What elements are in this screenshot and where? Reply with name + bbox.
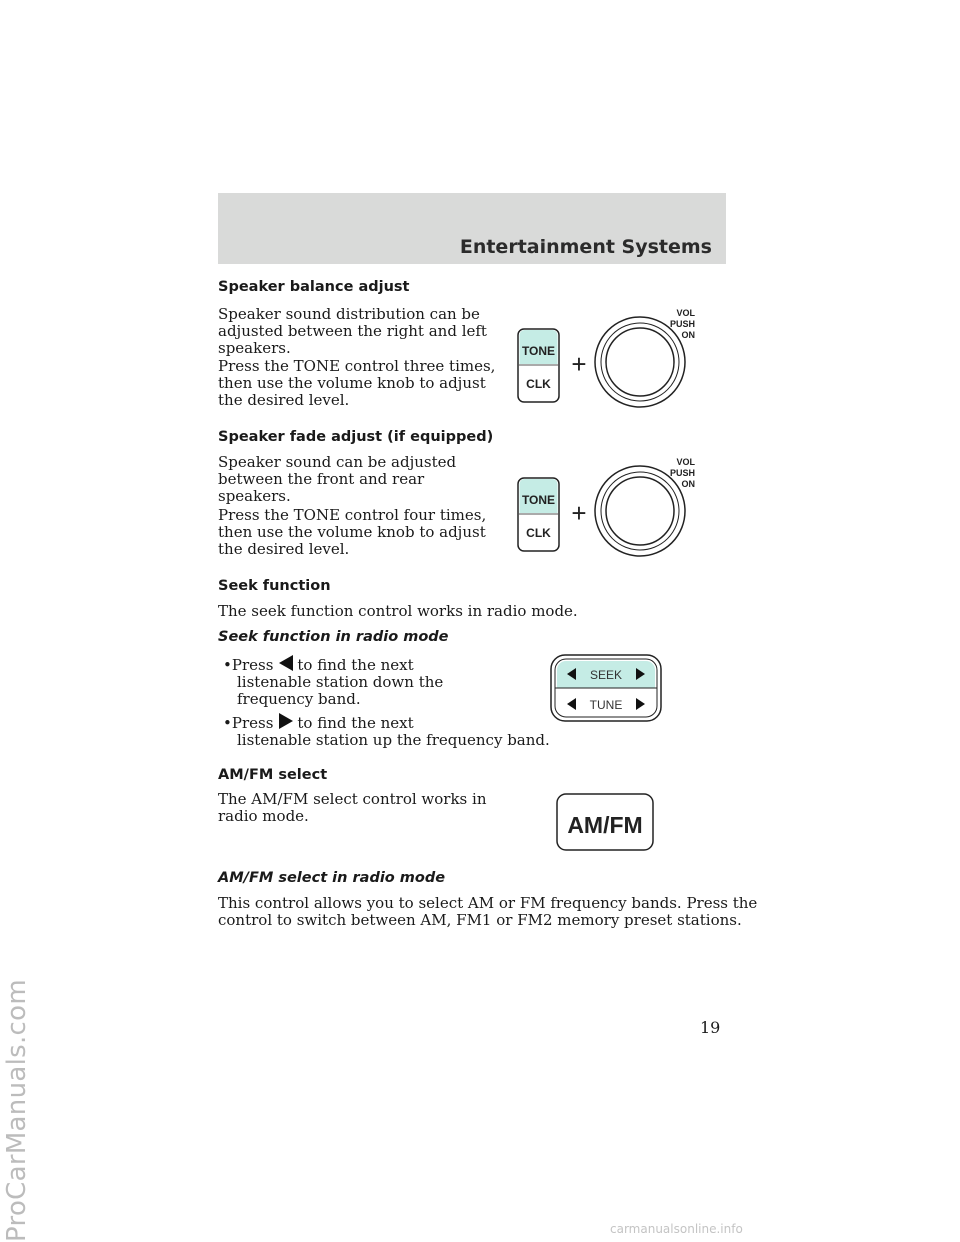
clk-label: CLK [526, 526, 551, 540]
volume-knob-outer [595, 317, 685, 407]
tone-label: TONE [521, 344, 556, 358]
page-number: 19 [700, 1018, 721, 1037]
on-label: ON [681, 330, 695, 340]
seek-tune-diagram [550, 652, 665, 724]
plus-symbol: + [571, 498, 587, 528]
amfm-button-diagram [555, 792, 657, 854]
side-watermark: ProCarManuals.com [2, 979, 32, 1242]
seek-label: SEEK [589, 668, 623, 682]
amfm-paragraph-1: The AM/FM select control works in radio mode. [218, 790, 487, 825]
fade-paragraph-2: Press the TONE control four times, then use the volume knob to adjust the desired level. [218, 506, 487, 558]
heading-amfm-select: AM/FM select [218, 767, 328, 783]
tone-label: TONE [521, 493, 556, 507]
section-title: Entertainment Systems [459, 236, 712, 258]
push-label: PUSH [669, 319, 695, 329]
clk-label: CLK [526, 377, 551, 391]
amfm-paragraph-2: This control allows you to select AM or FM frequency bands. Press the control to switch between AM, FM1 or FM2 memory preset stations. [218, 894, 758, 929]
tune-label: TUNE [589, 698, 623, 712]
heading-speaker-fade: Speaker fade adjust (if equipped) [218, 429, 494, 445]
tone-volume-diagram-1 [515, 305, 710, 410]
heading-speaker-balance: Speaker balance adjust [218, 279, 410, 295]
subheading-amfm-radio-mode: AM/FM select in radio mode [218, 870, 446, 886]
heading-seek-function: Seek function [218, 578, 331, 594]
vol-label: VOL [676, 457, 695, 467]
seek-down-arrow-icon [279, 655, 293, 671]
footer-watermark: carmanualsonline.info [610, 1222, 743, 1236]
balance-paragraph-1: Speaker sound distribution can be adjusted between the right and left speakers. [218, 305, 487, 357]
seek-bullet-1: •Press to find the next listenable station down the frequency band. [223, 656, 444, 708]
seek-bullet-2: •Press to find the next listenable station up the frequency band. [223, 714, 550, 749]
subheading-seek-radio-mode: Seek function in radio mode [218, 629, 449, 645]
plus-symbol: + [571, 349, 587, 379]
fade-paragraph-1: Speaker sound can be adjusted between the front and rear speakers. [218, 453, 457, 505]
on-label: ON [681, 479, 695, 489]
seek-up-arrow-icon [279, 713, 293, 729]
volume-knob-outer [595, 466, 685, 556]
tone-volume-diagram-2 [515, 454, 710, 559]
push-label: PUSH [669, 468, 695, 478]
seek-intro: The seek function control works in radio mode. [218, 602, 578, 620]
vol-label: VOL [676, 308, 695, 318]
amfm-label: AM/FM [567, 812, 643, 838]
balance-paragraph-2: Press the TONE control three times, then use the volume knob to adjust the desired level. [218, 357, 496, 409]
